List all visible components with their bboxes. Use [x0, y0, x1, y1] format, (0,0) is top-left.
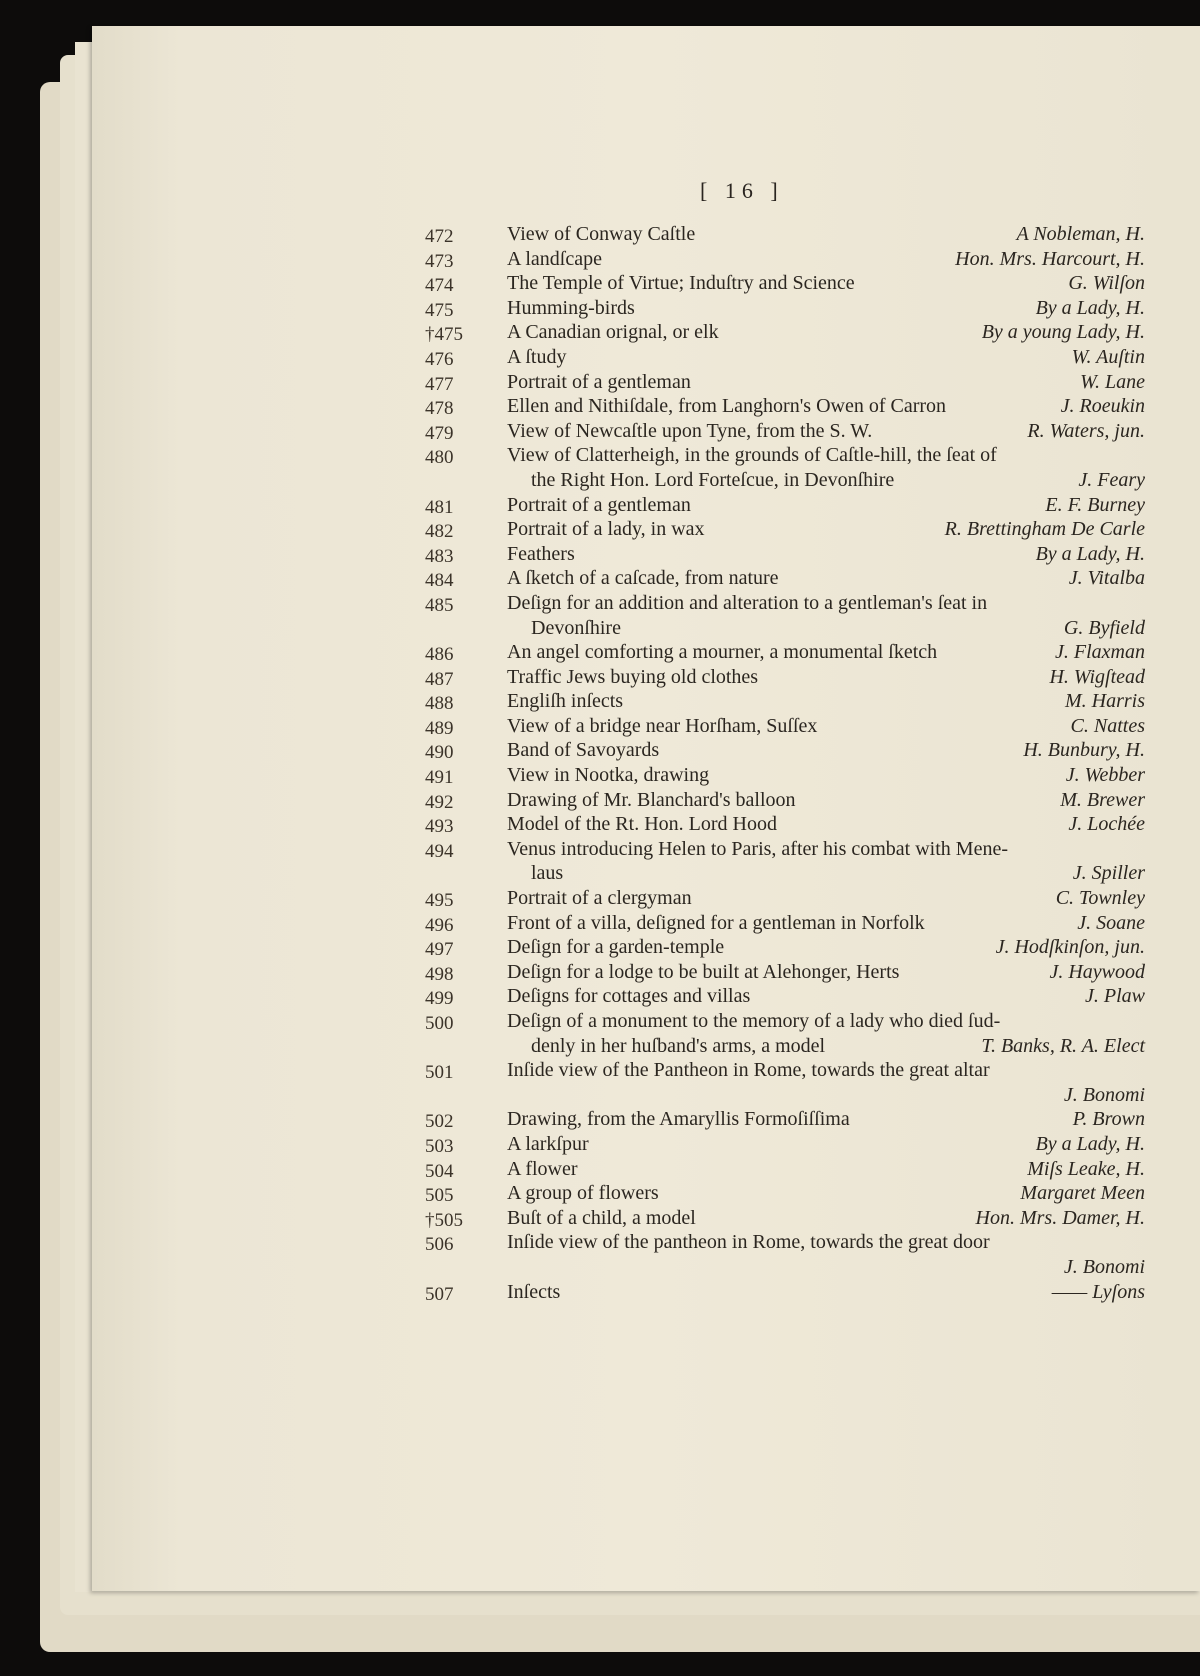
entry-artist: M. Harris	[1064, 690, 1145, 713]
catalogue-entry	[425, 591, 1145, 640]
catalogue-entry	[425, 566, 1145, 591]
entry-number: 503	[425, 1135, 454, 1157]
catalogue-entry	[425, 345, 1145, 370]
entry-number: 477	[425, 373, 454, 395]
entry-number: 476	[425, 348, 454, 370]
entry-title-line: The Temple of Virtue; Induſtry and Science	[507, 272, 855, 295]
entry-title-line: Deſign for a lodge to be built at Alehonger, Herts	[507, 960, 900, 983]
entry-number: 501	[425, 1062, 454, 1084]
entry-number: 506	[425, 1234, 454, 1256]
entry-number: 493	[425, 816, 454, 838]
catalogue-entry	[425, 665, 1145, 690]
entry-artist: C. Townley	[1055, 887, 1145, 910]
catalogue-entry	[425, 1107, 1145, 1132]
entry-number: 481	[425, 496, 454, 518]
entry-artist: J. Haywood	[1049, 960, 1145, 983]
entry-number: 502	[425, 1111, 454, 1133]
entry-artist: H. Bunbury, H.	[1023, 739, 1145, 762]
catalogue-entry	[425, 763, 1145, 788]
entry-title	[507, 1107, 1127, 1132]
catalogue-entry	[425, 394, 1145, 419]
catalogue-entry	[425, 788, 1145, 813]
entry-title-line: Humming-birds	[507, 296, 635, 319]
entry-title-line: Deſign of a monument to the memory of a lady who died ſud-	[507, 1010, 1001, 1032]
entry-number: 498	[425, 963, 454, 985]
catalogue-entry	[425, 812, 1145, 837]
entry-title-line: Portrait of a gentleman	[507, 370, 691, 393]
entry-title	[507, 591, 1127, 640]
entry-title-line: View in Nootka, drawing	[507, 764, 710, 787]
entry-number: †505	[425, 1209, 463, 1231]
entry-number: 504	[425, 1160, 454, 1182]
catalogue-entry	[425, 935, 1145, 960]
entry-title-line: A group of flowers	[507, 1182, 659, 1205]
entry-number: 484	[425, 570, 454, 592]
entry-artist: —— Lyſons	[1051, 1280, 1145, 1303]
entry-title	[507, 542, 1127, 567]
entry-title	[507, 493, 1127, 518]
catalogue-entry	[425, 542, 1145, 567]
entry-artist: J. Feary	[1078, 468, 1145, 491]
catalogue-entry	[425, 517, 1145, 542]
entry-number: 487	[425, 668, 454, 690]
entry-title	[507, 714, 1127, 739]
entry-number: 496	[425, 914, 454, 936]
entry-artist: Hon. Mrs. Harcourt, H.	[955, 247, 1145, 270]
catalogue-entry	[425, 419, 1145, 444]
entry-artist: By a young Lady, H.	[981, 321, 1145, 344]
entry-title-line: View of Newcaſtle upon Tyne, from the S. W.	[507, 419, 873, 442]
catalogue-entry	[425, 984, 1145, 1009]
catalogue-entry	[425, 443, 1145, 492]
entry-title-line: Traffic Jews buying old clothes	[507, 665, 759, 688]
entry-title	[507, 1280, 1127, 1305]
entry-title-line: A ſketch of a caſcade, from nature	[507, 567, 779, 590]
entry-title	[507, 394, 1127, 419]
entry-artist: J. Spiller	[1072, 862, 1145, 885]
entry-number: 478	[425, 398, 454, 420]
entry-title	[507, 812, 1127, 837]
entry-title	[507, 788, 1127, 813]
entry-title-line: Buſt of a child, a model	[507, 1206, 696, 1229]
entry-title	[507, 345, 1127, 370]
entry-artist: J. Webber	[1065, 764, 1145, 787]
entry-title	[507, 911, 1127, 936]
catalogue-entry	[425, 222, 1145, 247]
entry-artist: By a Lady, H.	[1035, 542, 1145, 565]
entry-title-line: Ellen and Nithiſdale, from Langhorn's Owen of Carron	[507, 395, 947, 418]
entry-artist: J. Flaxman	[1055, 641, 1145, 664]
catalogue-entry	[425, 1230, 1145, 1279]
entry-title-continuation: denly in her huſband's arms, a model	[531, 1034, 826, 1057]
catalogue-entry	[425, 640, 1145, 665]
entry-artist: J. Lochée	[1068, 813, 1145, 836]
entry-artist: By a Lady, H.	[1035, 296, 1145, 319]
catalogue-entry	[425, 886, 1145, 911]
entry-artist: W. Auſtin	[1071, 345, 1145, 368]
entry-number: 491	[425, 767, 454, 789]
entry-artist: J. Roeukin	[1060, 395, 1145, 418]
entry-title	[507, 370, 1127, 395]
entry-title-line: Inſects	[507, 1280, 561, 1303]
entry-title-line: Engliſh inſects	[507, 690, 624, 713]
entry-title-line: A larkſpur	[507, 1132, 589, 1155]
entry-number: 499	[425, 988, 454, 1010]
entry-number: 489	[425, 717, 454, 739]
catalogue-entry	[425, 911, 1145, 936]
entry-number: 505	[425, 1185, 454, 1207]
entry-artist: C. Nattes	[1070, 714, 1145, 737]
entry-title	[507, 640, 1127, 665]
catalogue-entry	[425, 1009, 1145, 1058]
entry-artist: By a Lady, H.	[1035, 1132, 1145, 1155]
entry-number: 497	[425, 939, 454, 961]
catalogue-entry	[425, 960, 1145, 985]
catalogue-entry	[425, 1206, 1145, 1231]
entry-artist: E. F. Burney	[1045, 493, 1145, 516]
catalogue-entry	[425, 689, 1145, 714]
entry-artist: J. Soane	[1077, 911, 1145, 934]
entry-number: 473	[425, 250, 454, 272]
entry-artist: J. Bonomi	[1063, 1083, 1145, 1106]
entry-number: 495	[425, 890, 454, 912]
entry-title-line: Portrait of a clergyman	[507, 887, 692, 910]
catalogue-entry	[425, 738, 1145, 763]
entry-title	[507, 271, 1127, 296]
entry-title-line: Band of Savoyards	[507, 739, 660, 762]
entry-artist: J. Hodſkinſon, jun.	[995, 936, 1145, 959]
entry-artist: J. Bonomi	[1063, 1255, 1145, 1278]
entry-number: 490	[425, 742, 454, 764]
entry-number: 472	[425, 226, 454, 247]
entry-title-line: View of Clatterheigh, in the grounds of Caſtle-hill, the ſeat of	[507, 444, 997, 467]
entry-artist: Margaret Meen	[1020, 1182, 1145, 1205]
entry-title-line: Drawing, from the Amaryllis Formoſiſſima	[507, 1108, 850, 1131]
entry-title	[507, 689, 1127, 714]
entry-title	[507, 1132, 1127, 1157]
entry-number: 486	[425, 644, 454, 666]
entry-artist: G. Byfield	[1063, 616, 1145, 639]
entry-title-line: Deſign for a garden-temple	[507, 936, 725, 959]
entry-title-continuation: Devonſhire	[531, 616, 621, 639]
catalogue-entry	[425, 247, 1145, 272]
entry-title-line: Inſide view of the Pantheon in Rome, towards the great altar	[507, 1059, 990, 1082]
page-number: [ 16 ]	[700, 178, 784, 203]
entry-title-line: Portrait of a gentleman	[507, 493, 691, 516]
entry-title-line: View of Conway Caſtle	[507, 223, 696, 245]
entry-artist: M. Brewer	[1060, 788, 1145, 811]
catalogue-entry	[425, 370, 1145, 395]
catalogue-entry	[425, 714, 1145, 739]
entry-title-line: Feathers	[507, 542, 575, 565]
entry-title-line: A landſcape	[507, 247, 602, 270]
entry-artist: J. Plaw	[1085, 985, 1145, 1008]
entry-title	[507, 665, 1127, 690]
entry-title-line: Deſign for an addition and alteration to a gentleman's ſeat in	[507, 591, 988, 614]
entry-title-line: Drawing of Mr. Blanchard's balloon	[507, 788, 796, 811]
entry-title-line: Inſide view of the pantheon in Rome, towards the great door	[507, 1231, 990, 1254]
entry-number: †475	[425, 324, 463, 346]
entry-title-continuation: the Right Hon. Lord Forteſcue, in Devonſhire	[531, 468, 895, 491]
entry-number: 474	[425, 275, 454, 297]
catalogue-entry	[425, 837, 1145, 886]
catalogue-entry	[425, 1058, 1145, 1107]
entry-title-line: Portrait of a lady, in wax	[507, 518, 705, 541]
entry-title	[507, 960, 1127, 985]
entry-number: 480	[425, 447, 454, 469]
entry-title	[507, 443, 1127, 492]
entry-number: 507	[425, 1283, 454, 1305]
entry-number: 483	[425, 545, 454, 567]
entry-title	[507, 1230, 1127, 1255]
entry-title	[507, 566, 1127, 591]
entry-number: 479	[425, 422, 454, 444]
entry-title-line: Model of the Rt. Hon. Lord Hood	[507, 813, 777, 836]
entry-title	[507, 296, 1127, 321]
entry-artist: W. Lane	[1080, 370, 1145, 393]
entry-artist: A Nobleman, H.	[1016, 223, 1145, 245]
entry-title-line: Venus introducing Helen to Paris, after his combat with Mene-	[507, 837, 1008, 860]
entry-title-line: A ſtudy	[507, 345, 567, 368]
entry-title	[507, 886, 1127, 911]
entry-title	[507, 837, 1127, 886]
entry-number: 475	[425, 299, 454, 321]
entry-artist: R. Waters, jun.	[1027, 419, 1145, 442]
entry-artist: Miſs Leake, H.	[1027, 1157, 1145, 1180]
entry-title-line: A Canadian orignal, or elk	[507, 321, 719, 344]
entry-title	[507, 984, 1127, 1009]
entry-title-line: Front of a villa, deſigned for a gentleman in Norfolk	[507, 911, 925, 934]
catalogue-list	[425, 222, 1145, 1304]
entry-artist: Hon. Mrs. Damer, H.	[975, 1206, 1145, 1229]
entry-title-line: Deſigns for cottages and villas	[507, 985, 751, 1008]
entry-number: 482	[425, 521, 454, 543]
entry-artist: R. Brettingham De Carle	[944, 518, 1145, 541]
catalogue-entry	[425, 271, 1145, 296]
catalogue-entry	[425, 320, 1145, 345]
entry-artist: G. Wilſon	[1068, 272, 1145, 295]
catalogue-entry	[425, 296, 1145, 321]
entry-number: 488	[425, 693, 454, 715]
catalogue-entry	[425, 1280, 1145, 1305]
entry-artist: T. Banks, R. A. Elect	[981, 1034, 1145, 1057]
catalogue-entry	[425, 493, 1145, 518]
entry-number: 494	[425, 840, 454, 862]
entry-title-line: A flower	[507, 1157, 578, 1180]
entry-title-line: View of a bridge near Horſham, Suſſex	[507, 714, 818, 737]
entry-number: 492	[425, 791, 454, 813]
entry-number: 500	[425, 1013, 454, 1034]
entry-title-line: An angel comforting a mourner, a monumental ſketch	[507, 641, 938, 664]
catalogue-entry	[425, 1132, 1145, 1157]
entry-title-continuation: laus	[531, 862, 564, 885]
entry-title	[507, 1058, 1127, 1083]
entry-artist: H. Wigſtead	[1049, 665, 1145, 688]
entry-title	[507, 763, 1127, 788]
catalogue-entry	[425, 1181, 1145, 1206]
entry-number: 485	[425, 594, 454, 616]
entry-artist: P. Brown	[1072, 1108, 1145, 1131]
entry-artist: J. Vitalba	[1068, 567, 1145, 590]
catalogue-entry	[425, 1157, 1145, 1182]
